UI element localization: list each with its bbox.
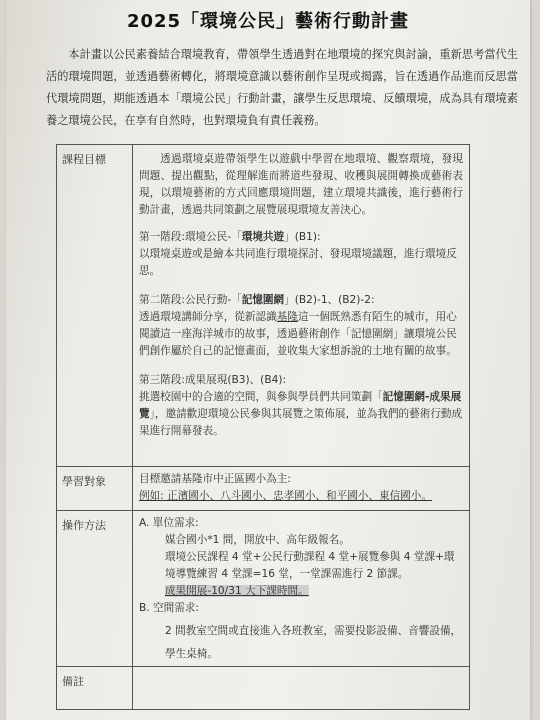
method-b-line-1: 2 間教室空間或直接進入各班教室，需要投影設備、音響設備， xyxy=(165,625,462,637)
stage-2-text: 透過環境講師分享，從新認識基隆這一個既熟悉有陌生的城市，用心閱讀這一座海洋城市的故事，透過藝術創作「記憶圍網」讓環境公民們創作屬於自己的記憶畫面，並收集大家想訴說的土地有關的故事。 xyxy=(139,311,457,357)
stage-2-name: 記憶圍網 xyxy=(241,294,285,306)
document-title: 2025「環境公民」藝術行動計畫 xyxy=(126,11,410,32)
stage-1 xyxy=(139,229,463,280)
row-method xyxy=(57,511,469,667)
stage-3-name: 記憶圍網-成果展覽 xyxy=(139,391,462,420)
method-a-title: A. 單位需求: xyxy=(139,517,199,529)
cell-learning-target xyxy=(139,471,463,505)
method-a-line-2: 環境公民課程 4 堂+公民行動課程 4 堂+展覽參與 4 堂課+環境導覽練習 4 堂課=16 堂，一堂課需進行 2 節課。 xyxy=(165,551,455,580)
stage-2 xyxy=(139,292,463,360)
label-note: 備註 xyxy=(57,667,133,709)
plan-table xyxy=(56,144,470,710)
row-note xyxy=(57,667,469,709)
stage-1-title: 第一階段:環境公民-「環境共遊」(B1): xyxy=(139,231,321,243)
stage-3 xyxy=(139,372,463,440)
method-a-line-1: 媒合國小*1 間，開放中、高年級報名。 xyxy=(165,534,350,546)
stage-1-text: 以環境桌遊或是繪本共同進行環境探討、發現環境議題，進行環境反思。 xyxy=(139,248,457,277)
stage-2-title: 第二階段:公民行動-「記憶圍網」(B2)-1、(B2)-2: xyxy=(139,294,375,306)
target-line-1: 目標邀請基隆市中正區國小為主: xyxy=(139,473,291,485)
method-a-line-3: 成果開展-10/31 大下課時間。 xyxy=(165,585,309,597)
goal-text: 透過環境桌遊帶領學生以遊戲中學習在地環境、觀察環境，發現問題、提出觀點，從理解進而將道些發現、收穫與展開轉換成藝術表現，以環境藝術的方式回應環境問題，建立環境共識後，進行藝術行動計畫，透過共同策劃之展覽展現環境友善決心。 xyxy=(139,153,463,216)
row-learning-target xyxy=(57,467,469,511)
document-page xyxy=(6,0,530,720)
target-line-2: 例如: 正濱國小、八斗國小、忠孝國小、和平國小、東信國小。 xyxy=(139,490,432,502)
stage-1-name: 環境共遊 xyxy=(241,231,285,243)
stage-3-text: 挑選校園中的合適的空間，與參與學員們共同策劃「記憶圍網-成果展覽」，邀請歡迎環境公民參與其展覽之策佈展，並為我們的藝術行動成果進行開幕發表。 xyxy=(139,391,463,437)
label-method: 操作方法 xyxy=(57,511,133,666)
method-b-title: B. 空間需求: xyxy=(139,602,199,614)
label-course-goal: 課程目標 xyxy=(57,145,133,466)
cell-course-goal xyxy=(139,151,463,440)
label-learning-target: 學習對象 xyxy=(57,467,133,510)
cell-method xyxy=(139,515,463,663)
intro-paragraph: 本計畫以公民素養結合環境教育，帶領學生透過對在地環境的探究與討論，重新思考當代生活的環境問題，並透過藝術轉化，將環境意識以藝術創作呈現或揭露，旨在透過作品進而反思當代環境問題，期能透過本「環境公民」行動計畫，讓學生反思環境、反饋環境，成為具有環境素養之環境公民，在享有自然時，也對環境負有責任義務。 xyxy=(46,48,518,127)
row-course-goal xyxy=(57,145,469,467)
keelung-underline: 基隆 xyxy=(276,311,298,323)
stage-3-title: 第三階段:成果展現(B3)、(B4): xyxy=(139,374,287,386)
method-b-line-2: 學生桌椅。 xyxy=(165,648,218,660)
